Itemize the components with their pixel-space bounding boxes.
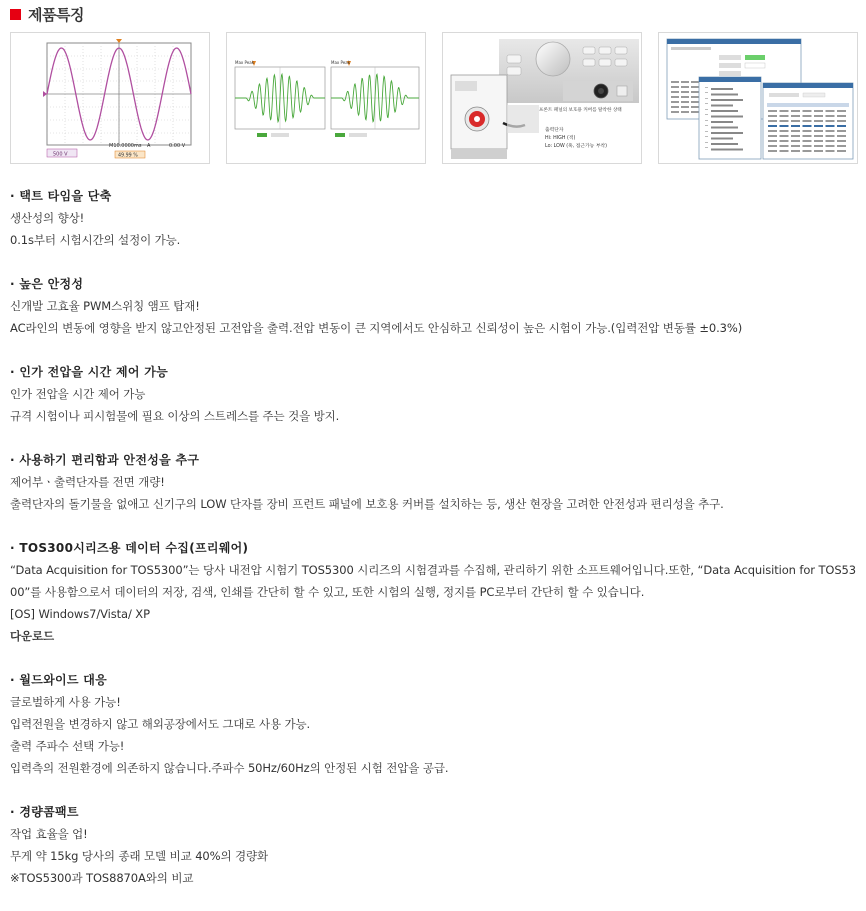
thumb-oscilloscope-sine[interactable] [10, 32, 210, 164]
section-usability-safety [10, 449, 858, 515]
section-heading-compact: · 경량콤팩트 [10, 805, 79, 819]
section-heading [10, 3, 84, 25]
scope1-readout-freq: 49.99 % [118, 153, 138, 159]
section-worldwide [10, 669, 858, 779]
thumb-software-screens[interactable] [658, 32, 858, 164]
feature-image-strip [10, 32, 856, 164]
section-line: 입력측의 전원환경에 의존하지 않습니다.주파수 50Hz/60Hz의 안정된 시험 전압을 공급. [10, 761, 449, 775]
software-screens-image [659, 33, 857, 163]
section-heading-stability: · 높은 안정성 [10, 277, 84, 291]
section-compact [10, 801, 858, 889]
panel-caption-1: 출력단자 [545, 128, 564, 133]
scope1-readout-val: 0.00 V [169, 143, 186, 149]
feature-list [10, 185, 858, 911]
section-line: 0.1s부터 시험시간의 설정이 가능. [10, 233, 181, 247]
section-voltage-time-control [10, 361, 858, 427]
section-line-os: [OS] Windows7/Vista/ XP [10, 607, 150, 621]
section-line: 인가 전압을 시간 제어 가능 [10, 387, 146, 401]
section-line: 출력 주파수 선택 가능! [10, 739, 125, 753]
section-data-acquisition [10, 537, 858, 647]
software-window-left [699, 77, 761, 159]
software-window-right [763, 83, 853, 159]
section-line: 신개발 고효율 PWM스위칭 앰프 탑재! [10, 299, 200, 313]
scope1-readout-left: M10.0000ms [109, 143, 142, 149]
section-line: ※TOS5300과 TOS8870A와의 비교 [10, 871, 194, 885]
oscilloscope-burst-image [227, 33, 425, 163]
scope2-right-label: Max Peak [331, 60, 351, 65]
thumb-oscilloscope-burst[interactable] [226, 32, 426, 164]
red-square-icon [10, 9, 21, 20]
section-heading-worldwide: · 월드와이드 대응 [10, 673, 108, 687]
section-line: AC라인의 변동에 영향을 받지 않고안정된 고전압을 출력.전압 변동이 큰 지역에서도 안심하고 신뢰성이 높은 시험이 가능.(입력전압 변동률 ±0.3%) [10, 321, 743, 335]
section-heading-data-acquisition: · TOS300시리즈용 데이터 수집(프리웨어) [10, 541, 249, 555]
page-title: 제품특징 [28, 5, 84, 24]
section-line: 무게 약 15kg 당사의 종래 모델 비교 40%의 경량화 [10, 849, 269, 863]
scope1-readout-mid: A [147, 143, 151, 149]
section-line: 제어부ㆍ출력단자를 전면 개량! [10, 475, 165, 489]
section-line: 글로벌하게 사용 가능! [10, 695, 121, 709]
section-stability [10, 273, 858, 339]
scope2-left-label: Max Peak [235, 60, 255, 65]
section-line: 규격 시험이나 피시험물에 필요 이상의 스트레스를 주는 것을 방지. [10, 409, 340, 423]
knob-icon [536, 42, 570, 76]
section-line: 작업 효율을 업! [10, 827, 88, 841]
oscilloscope-sine-image [11, 33, 209, 163]
section-line: 생산성의 향상! [10, 211, 85, 225]
section-heading-usability-safety: · 사용하기 편리함과 안전성을 추구 [10, 453, 200, 467]
panel-caption-3: Lo: LOW (흑, 접근가능 부착) [545, 144, 607, 149]
section-paragraph: “Data Acquisition for TOS5300”는 당사 내전압 시험기 TOS5300 시리즈의 시험결과를 수집해, 관리하기 위한 소프트웨어입니다.또한, “Data Acquisition for TOS5300”를 사용함으로서 데이터의 저장, 검색, 인쇄를 간단히 할 수 있고, 또한 시험의 실행, 정지를 PC로부터 간단히 할 수 있습니다. [10, 563, 856, 599]
download-link[interactable]: 다운로드 [10, 629, 55, 643]
section-heading-voltage-time-control: · 인가 전압을 시간 제어 가능 [10, 365, 169, 379]
section-line: 출력단자의 돌기물을 없애고 신기구의 LOW 단자를 장비 프런트 패널에 보호용 커버를 설치하는 등, 생산 현장을 고려한 안전성과 편리성을 추구. [10, 497, 724, 511]
scope1-ch-label: 500 V [53, 151, 68, 158]
front-panel-image [443, 33, 641, 163]
section-line: 입력전원을 변경하지 않고 해외공장에서도 그대로 사용 가능. [10, 717, 311, 731]
section-heading-tact-time: · 택트 타임을 단축 [10, 189, 112, 203]
panel-caption-2: Hi: HIGH (적) [545, 136, 576, 141]
panel-caption-top: 프론트 패널의 보호용 커버를 탈착한 상태 [539, 108, 622, 113]
section-tact-time [10, 185, 858, 251]
thumb-front-panel[interactable] [442, 32, 642, 164]
